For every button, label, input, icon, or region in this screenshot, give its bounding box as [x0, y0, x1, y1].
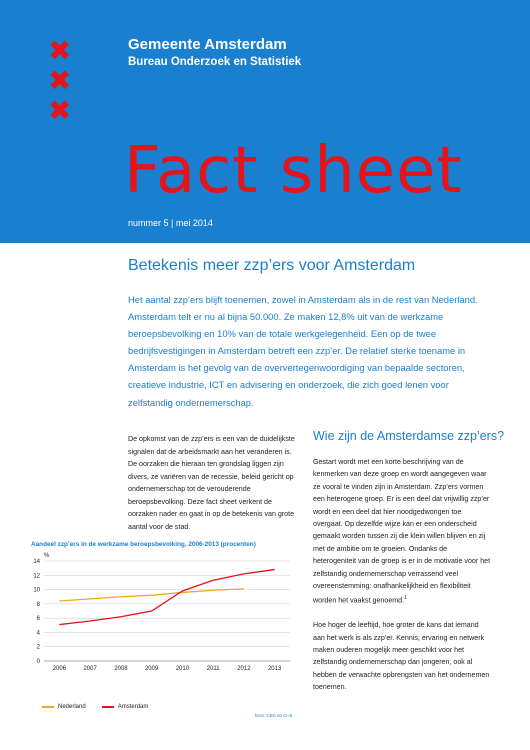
- section-paragraph: [313, 456, 491, 607]
- page-title: Fact sheet: [124, 134, 463, 208]
- series-line-nederland: [59, 589, 244, 601]
- intro-paragraph: De opkomst van de zzp’ers is een van de duidelijkste signalen dat de arbeidsmarkt aan het veranderen is. De oorzaken die hieraan ten grondslag liggen zijn divers, ze variëren van de recessie, beleid gericht op ondernemerschap tot de verouderende beroepsbevolking. Deze fact sheet verkent de oorzaken nader en gaat in op de betekenis van grote aantal voor de stad.: [128, 435, 295, 531]
- y-tick-label: 0: [36, 659, 40, 665]
- x-tick-label: 2006: [52, 666, 67, 672]
- legend-item: [42, 704, 86, 710]
- section-paragraph: Hoe hoger de leeftijd, hoe groter de kans dat iemand aan het werk is als zzp’er. Kennis, ervaring en netwerk maken ouderen mogelijk meer geschikt voor het zelfstandig ondernemerschap dan jongeren, ook al hebben de verwachte opbrengsten van het ondernemen toenemen.: [313, 621, 490, 692]
- department-name: Bureau Onderzoek en Statistiek: [128, 56, 302, 68]
- lead-paragraph: Het aantal zzp’ers blijft toenemen, zowel in Amsterdam als in de rest van Nederland. Amsterdam telt er nu al bijna 50.000. Ze maken 12,8% uit van de werkzame beroepsbevolking en 10% van de totale werkgelegenheid. Een op de twee bedrijfsvestigingen in Amsterdam betreft een zzp’er. De relatief sterke toename in Amsterdam is het gevolg van de oververtegenwoordiging van bepaalde sectoren, creatieve industrie, ICT en advisering en onderzoek, die zich goed lenen voor zelfstandig ondernemerschap.: [128, 294, 478, 408]
- x-tick-label: 2009: [144, 666, 159, 672]
- series-line-amsterdam: [59, 570, 274, 625]
- x-tick-label: 2008: [114, 666, 128, 672]
- header-banner: [0, 0, 530, 243]
- organization: [128, 36, 301, 70]
- y-tick-label: 12: [33, 573, 40, 580]
- footnote-mark: 1: [404, 595, 407, 602]
- y-tick-label: 14: [33, 559, 40, 565]
- legend-item: [102, 704, 149, 710]
- y-tick-label: 2: [36, 644, 40, 651]
- org-name: Gemeente Amsterdam: [128, 36, 287, 53]
- y-tick-label: 8: [36, 601, 40, 608]
- legend-swatch: [102, 706, 114, 708]
- chart-legend: [42, 704, 148, 710]
- line-chart: [28, 550, 298, 672]
- article-title: Betekenis meer zzp’ers voor Amsterdam: [128, 257, 416, 274]
- x-tick-label: 2013: [267, 666, 282, 672]
- legend-swatch: [42, 706, 54, 708]
- section-title: Wie zijn de Amsterdamse zzp’ers?: [313, 429, 505, 443]
- y-tick-label: 10: [33, 587, 40, 594]
- amsterdam-crosses-logo: [48, 34, 72, 127]
- legend-label: Nederland: [58, 704, 86, 710]
- x-tick-label: 2012: [237, 666, 251, 672]
- y-tick-label: 6: [36, 616, 40, 623]
- legend-label: Amsterdam: [117, 704, 149, 710]
- chart-source: bron: CBS en O+S: [255, 713, 293, 718]
- chart-title: Aandeel zzp’ers in de werkzame beroepsbevolking, 2006-2013 (procenten): [31, 541, 256, 548]
- paragraph-text: Gestart wordt met een korte beschrijving van de kenmerken van deze groep en wordt aangegeven waar ze vooral te vinden zijn in Amsterdam. Zzp’ers vormen een heterogene groep. Er is een deel dat vrijwillig zzp’er wordt en een deel dat hier noodgedwongen toe overgaat. Op dezelfde wijze kan er een onderscheid gemaakt worden tussen zij die klein willen blijven en zij met de ambitie om te groeien. Ondanks de heterogeniteit van de groep is er in de motivatie voor het zelfstandig ondernemerschap verrassend veel overeenstemming: onafhankelijkheid en flexibiliteit worden het vaakst genoemd.: [313, 458, 491, 605]
- cross-icon: ✖: [48, 34, 72, 67]
- section-body: [313, 456, 491, 706]
- cross-icon: ✖: [48, 64, 72, 97]
- x-tick-label: 2011: [206, 666, 220, 672]
- cross-icon: ✖: [48, 94, 72, 127]
- y-axis-label: %: [44, 553, 50, 559]
- issue-info: nummer 5 | mei 2014: [128, 218, 213, 228]
- y-tick-label: 4: [36, 630, 40, 637]
- x-tick-label: 2007: [83, 666, 97, 672]
- x-tick-label: 2010: [175, 666, 190, 672]
